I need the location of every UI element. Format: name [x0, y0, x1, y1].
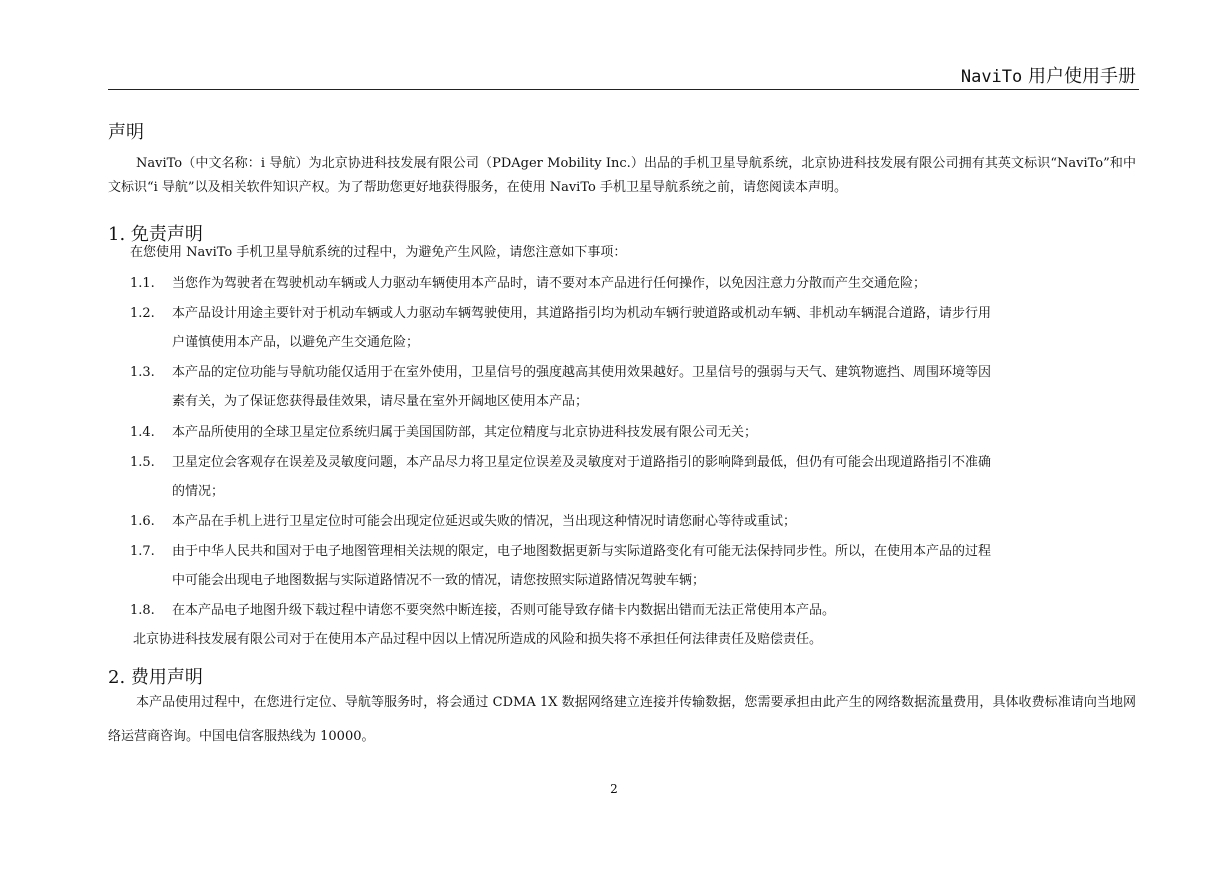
item-text: 在本产品电子地图升级下载过程中请您不要突然中断连接，否则可能导致存储卡内数据出错而无法正常使用本产品。	[172, 603, 836, 618]
item-text: 本产品的定位功能与导航功能仅适用于在室外使用，卫星信号的强度越高其使用效果越好。卫星信号的强弱与天气、建筑物遮挡、周围环境等因	[172, 365, 992, 380]
item-number: 1.4.	[130, 425, 155, 440]
item-number: 1.2.	[130, 306, 155, 321]
item-text: 当您作为驾驶者在驾驶机动车辆或人力驱动车辆使用本产品时，请不要对本产品进行任何操作，以免因注意力分散而产生交通危险；	[172, 276, 927, 291]
item-number: 1.5.	[130, 455, 155, 470]
item-text-continued: 户谨慎使用本产品，以避免产生交通危险；	[172, 335, 420, 350]
disclaimer-closing: 北京协进科技发展有限公司对于在使用本产品过程中因以上情况所造成的风险和损失将不承担任何法律责任及赔偿责任。	[133, 632, 823, 647]
item-text: 卫星定位会客观存在误差及灵敏度问题，本产品尽力将卫星定位误差及灵敏度对于道路指引的影响降到最低，但仍有可能会出现道路指引不准确	[172, 455, 992, 470]
item-text-continued: 的情况；	[172, 484, 225, 499]
item-text: 本产品所使用的全球卫星定位系统归属于美国国防部，其定位精度与北京协进科技发展有限公司无关；	[172, 425, 758, 440]
item-text: 本产品在手机上进行卫星定位时可能会出现定位延迟或失败的情况，当出现这种情况时请您耐心等待或重试；	[172, 514, 797, 529]
item-number: 1.3.	[130, 365, 155, 380]
disclaimer-intro: 在您使用 NaviTo 手机卫星导航系统的过程中，为避免产生风险，请您注意如下事项：	[130, 245, 627, 260]
disclaimer-item-1-2	[130, 299, 1136, 357]
item-text: 由于中华人民共和国对于电子地图管理相关法规的限定，电子地图数据更新与实际道路变化有可能无法保持同步性。所以，在使用本产品的过程	[172, 544, 992, 559]
item-number: 1.7.	[130, 544, 155, 559]
header-title	[961, 62, 1136, 88]
item-number: 1.1.	[130, 276, 155, 291]
disclaimer-item-1-3	[130, 358, 1136, 416]
item-text-continued: 素有关，为了保证您获得最佳效果，请尽量在室外开阔地区使用本产品；	[172, 394, 589, 409]
statement-heading: 声明	[108, 122, 144, 143]
header-brand: NaviTo	[960, 67, 1023, 87]
disclaimer-item-1-7	[130, 537, 1136, 595]
item-text: 本产品设计用途主要针对于机动车辆或人力驱动车辆驾驶使用，其道路指引均为机动车辆行驶道路或机动车辆、非机动车辆混合道路，请步行用	[172, 306, 992, 321]
disclaimer-item-1-8	[130, 596, 1136, 625]
item-number: 1.8.	[130, 603, 155, 618]
disclaimer-heading: 1. 免责声明	[108, 224, 203, 245]
header-doc-title: 用户使用手册	[1028, 66, 1136, 87]
fees-heading: 2. 费用声明	[108, 667, 203, 688]
item-number: 1.6.	[130, 514, 155, 529]
header-divider	[108, 89, 1139, 90]
disclaimer-item-1-4	[130, 418, 1136, 447]
statement-paragraph: NaviTo（中文名称：i 导航）为北京协进科技发展有限公司（PDAger Mobility Inc.）出品的手机卫星导航系统，北京协进科技发展有限公司拥有其英文标识“NaviTo”和中文标识“i 导航”以及相关软件知识产权。为了帮助您更好地获得服务，在使用 NaviTo 手机卫星导航系统之前，请您阅读本声明。	[108, 156, 1136, 195]
disclaimer-item-1-5	[130, 448, 1136, 506]
disclaimer-item-1-6	[130, 507, 1136, 536]
disclaimer-item-1-1	[130, 269, 1136, 298]
page-number: 2	[610, 782, 618, 796]
fees-paragraph: 本产品使用过程中，在您进行定位、导航等服务时，将会通过 CDMA 1X 数据网络建立连接并传输数据，您需要承担由此产生的网络数据流量费用，具体收费标准请向当地网络运营商咨询。中国电信客服热线为 10000。	[108, 695, 1136, 744]
item-text-continued: 中可能会出现电子地图数据与实际道路情况不一致的情况，请您按照实际道路情况驾驶车辆；	[172, 573, 706, 588]
